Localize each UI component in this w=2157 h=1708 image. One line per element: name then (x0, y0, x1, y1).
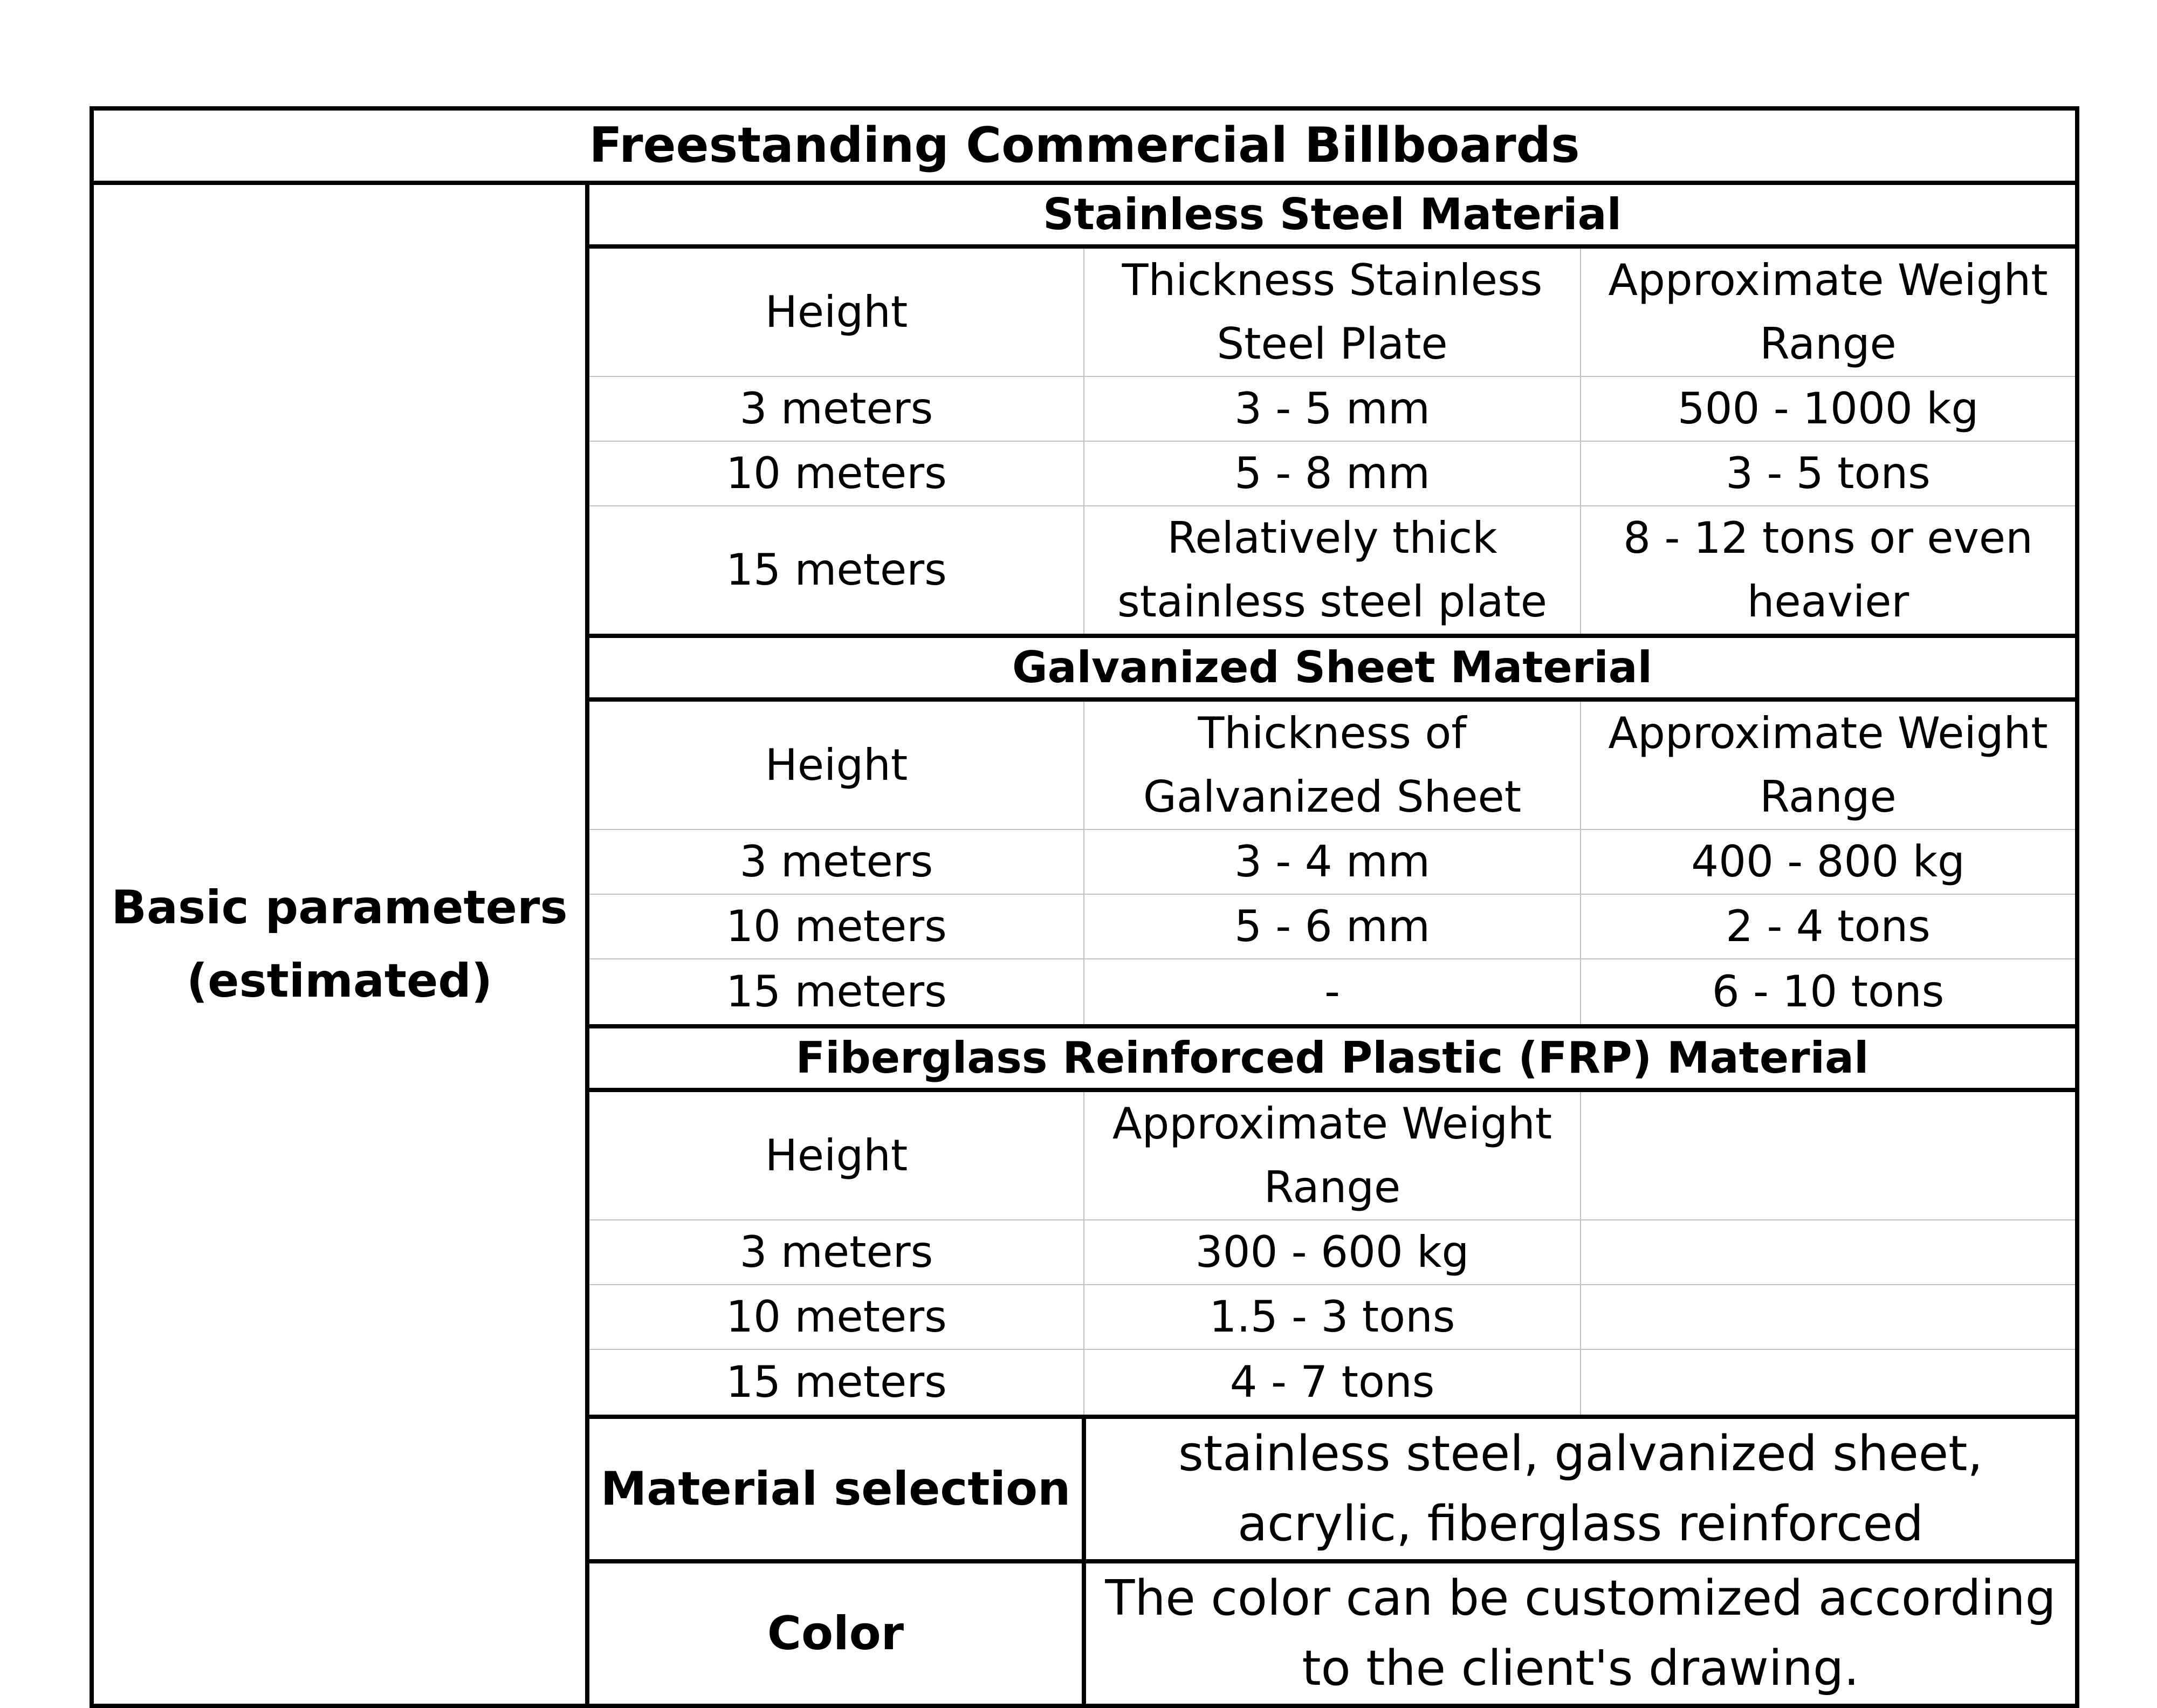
table-cell: 3 meters (587, 1220, 1084, 1285)
column-header (1581, 1090, 2077, 1220)
title-row (92, 108, 2077, 183)
table-cell: 15 meters (587, 506, 1084, 636)
table-cell: 5 - 8 mm (1084, 441, 1581, 506)
material-selection-value: stainless steel, galvanized sheet, acrylic, fiberglass reinforced (1084, 1417, 2077, 1561)
table-cell: 500 - 1000 kg (1581, 376, 2077, 441)
table-title: Freestanding Commercial Billboards (92, 108, 2077, 183)
table-cell: 15 meters (587, 1349, 1084, 1417)
table-cell: 300 - 600 kg (1084, 1220, 1581, 1285)
column-header: Approximate Weight Range (1084, 1090, 1581, 1220)
table-cell: 3 meters (587, 829, 1084, 894)
table-cell: 5 - 6 mm (1084, 894, 1581, 959)
billboard-spec-table (90, 106, 2079, 1708)
table-cell: 3 meters (587, 376, 1084, 441)
basic-parameters-label: Basic parameters (estimated) (92, 183, 587, 1706)
color-label: Color (587, 1561, 1084, 1706)
column-header: Thickness of Galvanized Sheet (1084, 699, 1581, 829)
table-cell: 2 - 4 tons (1581, 894, 2077, 959)
column-header: Thickness Stainless Steel Plate (1084, 246, 1581, 376)
section-heading-frp: Fiberglass Reinforced Plastic (FRP) Material (587, 1026, 2077, 1090)
table-cell: Relatively thick stainless steel plate (1084, 506, 1581, 636)
table-cell: 10 meters (587, 441, 1084, 506)
table-cell: 3 - 5 tons (1581, 441, 2077, 506)
column-header: Height (587, 699, 1084, 829)
table-cell: 10 meters (587, 1285, 1084, 1349)
table-cell: - (1084, 959, 1581, 1026)
table-cell: 400 - 800 kg (1581, 829, 2077, 894)
column-header: Approximate Weight Range (1581, 699, 2077, 829)
table-cell: 8 - 12 tons or even heavier (1581, 506, 2077, 636)
column-header: Height (587, 1090, 1084, 1220)
table-cell: 6 - 10 tons (1581, 959, 2077, 1026)
table-cell: 15 meters (587, 959, 1084, 1026)
table-cell: 4 - 7 tons (1084, 1349, 1581, 1417)
table-cell (1581, 1285, 2077, 1349)
color-value: The color can be customized according to the client's drawing. (1084, 1561, 2077, 1706)
column-header: Height (587, 246, 1084, 376)
section-heading-row (92, 183, 2077, 246)
table-cell (1581, 1349, 2077, 1417)
table-cell: 3 - 4 mm (1084, 829, 1581, 894)
table-cell (1581, 1220, 2077, 1285)
column-header: Approximate Weight Range (1581, 246, 2077, 376)
section-heading-galvanized: Galvanized Sheet Material (587, 636, 2077, 699)
table-cell: 1.5 - 3 tons (1084, 1285, 1581, 1349)
section-heading-stainless: Stainless Steel Material (587, 183, 2077, 246)
table-cell: 10 meters (587, 894, 1084, 959)
table-cell: 3 - 5 mm (1084, 376, 1581, 441)
material-selection-label: Material selection (587, 1417, 1084, 1561)
